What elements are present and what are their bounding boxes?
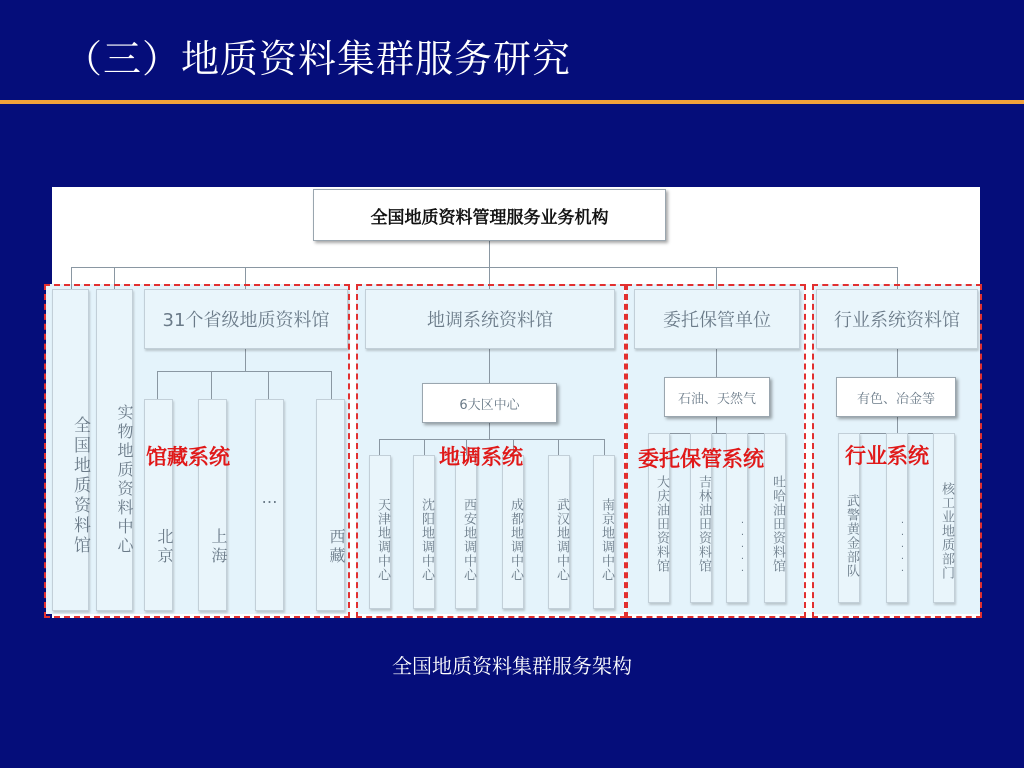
provincial-item: 西藏	[316, 399, 345, 611]
entrusted-item: 大庆油田资料馆	[648, 433, 670, 603]
entrusted-sub-node: 石油、天然气	[664, 377, 770, 417]
org-diagram	[52, 187, 980, 618]
physical-center-node: 实物地质资料中心	[96, 289, 133, 611]
title-divider	[0, 100, 1024, 104]
entrusted-system-label: 委托保管系统	[638, 447, 764, 471]
industry-header: 行业系统资料馆	[816, 289, 978, 349]
survey-sub-node: 6大区中心	[422, 383, 557, 423]
survey-item: 沈阳地调中心	[413, 455, 435, 609]
entrusted-header: 委托保管单位	[634, 289, 800, 349]
survey-system-label: 地调系统	[439, 445, 523, 469]
entrusted-item: 吉林油田资料馆	[690, 433, 712, 603]
connector	[71, 267, 897, 268]
provincial-item: …	[255, 399, 284, 611]
industry-item: ·····	[886, 433, 908, 603]
industry-item: 武警黄金部队	[838, 433, 860, 603]
provincial-item: 上海	[198, 399, 227, 611]
industry-sub-node: 有色、冶金等	[836, 377, 956, 417]
survey-header: 地调系统资料馆	[365, 289, 615, 349]
industry-system-label: 行业系统	[845, 444, 929, 468]
survey-item: 武汉地调中心	[548, 455, 570, 609]
entrusted-item: 吐哈油田资料馆	[764, 433, 786, 603]
slide-title: （三）地质资料集群服务研究	[64, 37, 572, 81]
collection-system-label: 馆藏系统	[146, 445, 230, 469]
provincial-header: 31个省级地质资料馆	[144, 289, 348, 349]
connector	[489, 241, 490, 267]
survey-item: 南京地调中心	[593, 455, 615, 609]
industry-item: 核工业地质部门	[933, 433, 955, 603]
survey-item: 成都地调中心	[502, 455, 524, 609]
diagram-caption: 全国地质资料集群服务架构	[392, 654, 632, 678]
root-node: 全国地质资料管理服务业务机构	[313, 189, 666, 241]
entrusted-item: ·····	[726, 433, 748, 603]
provincial-item: 北京	[144, 399, 173, 611]
survey-item: 天津地调中心	[369, 455, 391, 609]
national-archive-node: 全国地质资料馆	[52, 289, 89, 611]
survey-item: 西安地调中心	[455, 455, 477, 609]
